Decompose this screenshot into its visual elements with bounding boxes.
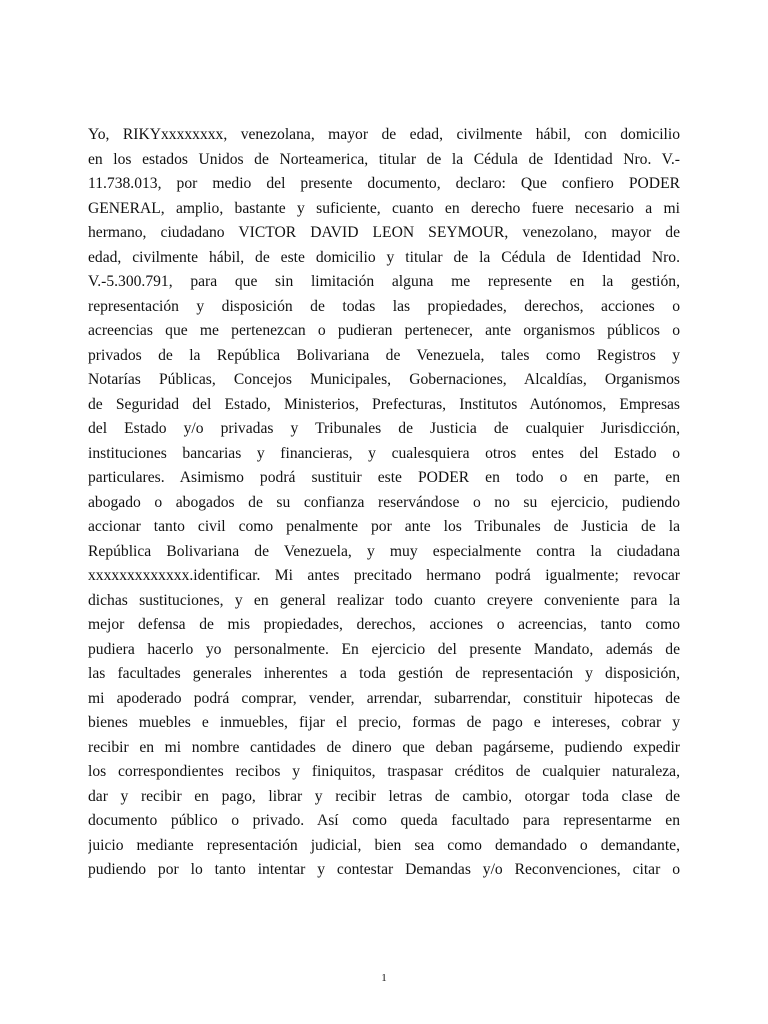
text-line: recibir en mi nombre cantidades de dinero que deban pagárseme, pudiendo expedir (88, 738, 680, 756)
text-line: instituciones bancarias y financieras, y cualesquiera otros entes del Estado o (88, 444, 680, 462)
text-line: Notarías Públicas, Concejos Municipales, Gobernaciones, Alcaldías, Organismos (88, 371, 680, 388)
text-line: dichas sustituciones, y en general realizar todo cuanto creyere conveniente para la (88, 591, 680, 609)
text-line: GENERAL, amplio, bastante y suficiente, cuanto en derecho fuere necesario a mi (88, 199, 680, 217)
text-line: particulares. Asimismo podrá sustituir este PODER en todo o en parte, en (88, 469, 680, 486)
text-line: documento público o privado. Así como queda facultado para representarme en (88, 812, 680, 829)
text-line: de Seguridad del Estado, Ministerios, Prefecturas, Institutos Autónomos, Empresas (88, 395, 680, 413)
text-line: accionar tanto civil como penalmente por ante los Tribunales de Justicia de la (88, 518, 680, 535)
text-line: acreencias que me pertenezcan o pudieran pertenecer, ante organismos públicos o (88, 322, 680, 339)
text-line: representación y disposición de todas las propiedades, derechos, acciones o (88, 297, 680, 315)
document-body (88, 123, 680, 883)
text-line: V.-5.300.791, para que sin limitación alguna me represente en la gestión, (88, 273, 680, 290)
text-line: hermano, ciudadano VICTOR DAVID LEON SEYMOUR, venezolano, mayor de (88, 224, 680, 241)
text-line: Yo, RIKYxxxxxxxx, venezolana, mayor de edad, civilmente hábil, con domicilio (88, 126, 680, 143)
text-line: las facultades generales inherentes a toda gestión de representación y disposición, (88, 665, 680, 682)
text-line: República Bolivariana de Venezuela, y muy especialmente contra la ciudadana (88, 542, 680, 560)
text-line: mi apoderado podrá comprar, vender, arrendar, subarrendar, constituir hipotecas de (88, 689, 680, 707)
text-line: juicio mediante representación judicial, bien sea como demandado o demandante, (88, 836, 680, 854)
text-line: dar y recibir en pago, librar y recibir letras de cambio, otorgar toda clase de (88, 787, 680, 805)
text-line: mejor defensa de mis propiedades, derechos, acciones o acreencias, tanto como (88, 616, 680, 633)
text-line: en los estados Unidos de Norteamerica, titular de la Cédula de Identidad Nro. V.- (88, 150, 680, 168)
text-line: abogado o abogados de su confianza reservándose o no su ejercicio, pudiendo (88, 493, 680, 511)
text-line: los correspondientes recibos y finiquitos, traspasar créditos de cualquier naturaleza, (88, 763, 680, 780)
text-line: xxxxxxxxxxxxx.identificar. Mi antes precitado hermano podrá igualmente; revocar (88, 567, 680, 584)
text-line: privados de la República Bolivariana de Venezuela, tales como Registros y (88, 346, 680, 364)
text-line: edad, civilmente hábil, de este domicilio y titular de la Cédula de Identidad Nro. (88, 248, 680, 266)
text-line: 11.738.013, por medio del presente documento, declaro: Que confiero PODER (88, 175, 680, 192)
page-number: 1 (381, 972, 387, 984)
text-line: bienes muebles e inmuebles, fijar el precio, formas de pago e intereses, cobrar y (88, 714, 680, 731)
text-line: pudiendo por lo tanto intentar y contestar Demandas y/o Reconvenciones, citar o (88, 861, 680, 878)
text-line: pudiera hacerlo yo personalmente. En ejercicio del presente Mandato, además de (88, 640, 680, 658)
text-line: del Estado y/o privadas y Tribunales de Justicia de cualquier Jurisdicción, (88, 420, 680, 437)
